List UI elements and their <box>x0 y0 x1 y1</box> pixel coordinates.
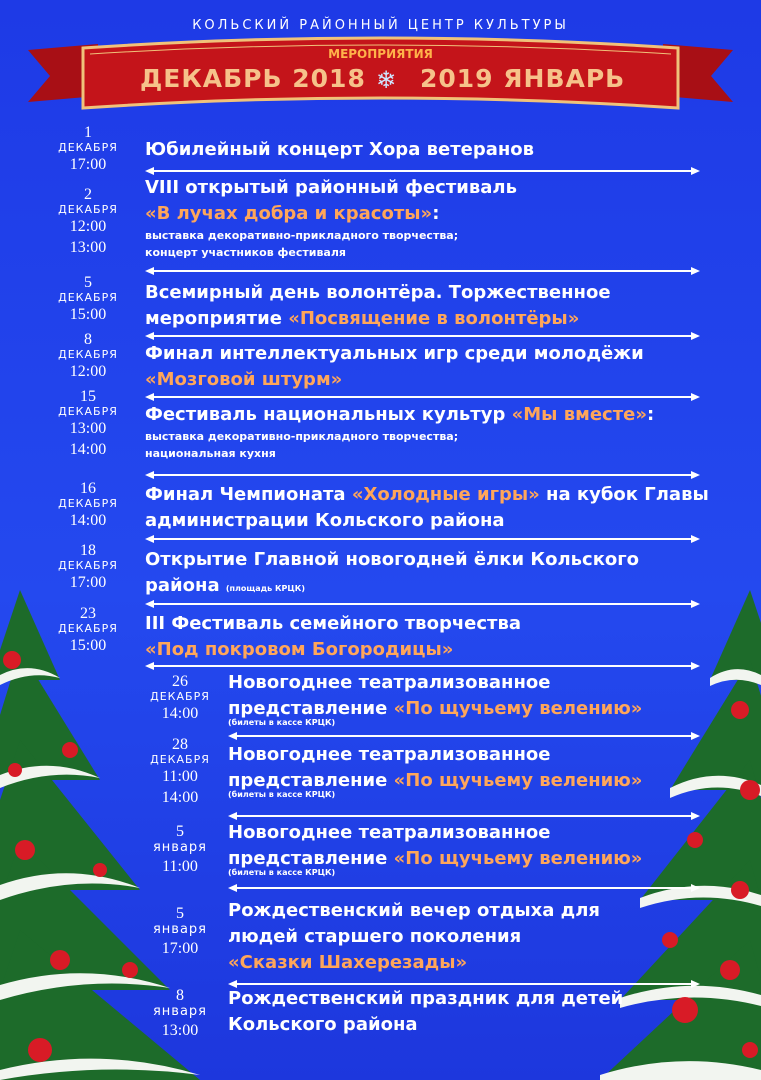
event-time: 11:00 <box>162 768 198 785</box>
event-highlight: «По щучьему велению» <box>393 770 643 791</box>
event-title: Новогоднее театрализованное <box>228 744 551 765</box>
event-title-line <box>228 950 600 976</box>
event-day: 16 <box>80 480 96 497</box>
event-highlight: «Мозговой штурм» <box>145 369 343 390</box>
event-title-text: представление <box>228 770 394 791</box>
separator-arrow <box>145 267 700 275</box>
event-description <box>228 898 600 976</box>
ticket-note: (билеты в кассе КРЦК) <box>228 868 336 877</box>
event-date <box>48 274 128 325</box>
event-day: 18 <box>80 542 96 559</box>
event-description <box>145 341 644 393</box>
event-note: выставка декоративно-прикладного творчества; <box>145 430 459 443</box>
event-description <box>145 175 517 261</box>
event-day: 5 <box>84 274 92 291</box>
event-date <box>48 542 128 593</box>
event-month: ДЕКАБРЯ <box>58 622 118 635</box>
event-time: 15:00 <box>69 306 107 323</box>
separator-arrow <box>145 332 700 340</box>
ticket-note: (билеты в кассе КРЦК) <box>228 790 336 799</box>
event-title: III Фестиваль семейного творчества <box>145 613 522 634</box>
event-title: VIII открытый районный фестиваль <box>145 177 517 198</box>
event-description <box>145 611 521 663</box>
event-day: 1 <box>84 124 92 141</box>
banner-title-right: 2019 ЯНВАРЬ <box>420 64 626 93</box>
event-month: ДЕКАБРЯ <box>150 690 210 703</box>
event-time: 17:00 <box>161 940 199 957</box>
event-title-text: района <box>145 575 220 596</box>
event-description <box>145 547 639 602</box>
event-month: января <box>152 1004 208 1019</box>
event-day: 28 <box>172 736 188 753</box>
event-title-line <box>145 482 709 508</box>
event-highlight: «Мы вместе» <box>511 404 647 425</box>
event-day: 5 <box>176 905 184 922</box>
event-month: ДЕКАБРЯ <box>58 497 118 510</box>
event-time: 14:00 <box>161 789 199 806</box>
event-month: января <box>152 922 208 937</box>
event-date <box>48 331 128 382</box>
event-time: 14:00 <box>69 441 107 458</box>
event-time: 15:00 <box>69 637 107 654</box>
event-description <box>228 670 642 727</box>
event-title-text: представление <box>228 698 394 719</box>
separator-arrow <box>145 662 700 670</box>
event-title: Всемирный день волонтёра. Торжественное <box>145 282 611 303</box>
event-note: национальная кухня <box>145 447 276 460</box>
event-highlight: «Холодные игры» <box>351 484 540 505</box>
event-month: января <box>152 840 208 855</box>
event-description <box>145 280 611 332</box>
event-month: ДЕКАБРЯ <box>58 203 118 216</box>
event-date <box>140 987 220 1041</box>
event-description <box>228 742 642 799</box>
event-note: концерт участников фестиваля <box>145 246 346 259</box>
separator-arrow <box>228 884 700 892</box>
event-time: 14:00 <box>161 705 199 722</box>
separator-arrow <box>228 812 700 820</box>
separator-arrow <box>145 167 700 175</box>
event-month: ДЕКАБРЯ <box>58 559 118 572</box>
event-description <box>228 820 642 877</box>
event-title-line <box>145 367 644 393</box>
event-day: 8 <box>176 987 184 1004</box>
event-highlight: «По щучьему велению» <box>393 848 643 869</box>
separator-arrow <box>145 393 700 401</box>
event-title: Открытие Главной новогодней ёлки Кольского <box>145 549 640 570</box>
event-date <box>48 124 128 175</box>
event-day: 2 <box>84 186 92 203</box>
event-date <box>140 673 220 724</box>
event-highlight: «По щучьему велению» <box>393 698 643 719</box>
event-time: 12:00 <box>69 218 107 235</box>
event-month: ДЕКАБРЯ <box>58 348 118 361</box>
separator-arrow <box>145 600 700 608</box>
event-title: Рождественский вечер отдыха для <box>228 900 600 921</box>
event-title: Рождественский праздник для детей <box>228 988 624 1009</box>
event-note: выставка декоративно-прикладного творчества; <box>145 229 459 242</box>
event-description <box>145 137 534 163</box>
event-date <box>48 480 128 531</box>
event-title-text: Фестиваль национальных культур <box>145 404 512 425</box>
event-date <box>48 186 128 258</box>
event-time: 13:00 <box>69 420 107 437</box>
event-month: ДЕКАБРЯ <box>58 291 118 304</box>
event-title: администрации Кольского района <box>145 510 505 531</box>
event-time: 13:00 <box>161 1022 199 1039</box>
event-time: 11:00 <box>162 858 198 875</box>
banner-subtitle: МЕРОПРИЯТИЯ <box>328 47 433 61</box>
event-title-line <box>145 402 654 428</box>
event-title: Финал интеллектуальных игр среди молодёжи <box>145 343 644 364</box>
event-highlight: «Под покровом Богородицы» <box>145 639 454 660</box>
separator-arrow <box>228 732 700 740</box>
event-title-line <box>145 306 611 332</box>
event-title-line <box>145 201 517 227</box>
event-title-text: представление <box>228 848 394 869</box>
event-time: 13:00 <box>69 239 107 256</box>
separator-arrow <box>145 535 700 543</box>
event-day: 23 <box>80 605 96 622</box>
event-title-line <box>145 573 639 602</box>
event-title-text: Финал Чемпионата <box>145 484 352 505</box>
event-month: ДЕКАБРЯ <box>150 753 210 766</box>
event-description <box>228 986 623 1038</box>
ticket-note: (билеты в кассе КРЦК) <box>228 718 336 727</box>
event-month: ДЕКАБРЯ <box>58 405 118 418</box>
event-title: людей старшего поколения <box>228 926 522 947</box>
event-title-line <box>145 637 521 663</box>
event-day: 8 <box>84 331 92 348</box>
event-highlight: «В лучах добра и красоты» <box>145 203 433 224</box>
event-description <box>145 482 709 534</box>
event-day: 26 <box>172 673 188 690</box>
event-date <box>140 905 220 959</box>
event-date <box>48 605 128 656</box>
event-title-text: мероприятие <box>145 308 289 329</box>
snowflake-icon: ❄ <box>375 66 397 94</box>
event-title-text: на кубок Главы <box>539 484 709 505</box>
event-date <box>48 388 128 460</box>
event-title: Новогоднее театрализованное <box>228 822 551 843</box>
event-time: 12:00 <box>69 363 107 380</box>
event-title: Юбилейный концерт Хора ветеранов <box>145 139 535 160</box>
event-title-punct: : <box>432 203 440 224</box>
event-date <box>140 823 220 877</box>
event-month: ДЕКАБРЯ <box>58 141 118 154</box>
event-location-note: (площадь КРЦК) <box>225 584 305 593</box>
event-time: 17:00 <box>69 156 107 173</box>
event-day: 5 <box>176 823 184 840</box>
organization-name: КОЛЬСКИЙ РАЙОННЫЙ ЦЕНТР КУЛЬТУРЫ <box>192 18 569 33</box>
event-date <box>140 736 220 808</box>
event-description <box>145 402 654 462</box>
event-time: 17:00 <box>69 574 107 591</box>
event-highlight: «Посвящение в волонтёры» <box>288 308 580 329</box>
banner-title-left: ДЕКАБРЬ 2018 <box>140 64 366 93</box>
event-time: 14:00 <box>69 512 107 529</box>
event-title: Новогоднее театрализованное <box>228 672 551 693</box>
separator-arrow <box>145 471 700 479</box>
event-title: Кольского района <box>228 1014 418 1035</box>
event-day: 15 <box>80 388 96 405</box>
event-title-punct: : <box>646 404 655 425</box>
event-highlight: «Сказки Шахерезады» <box>228 952 468 973</box>
